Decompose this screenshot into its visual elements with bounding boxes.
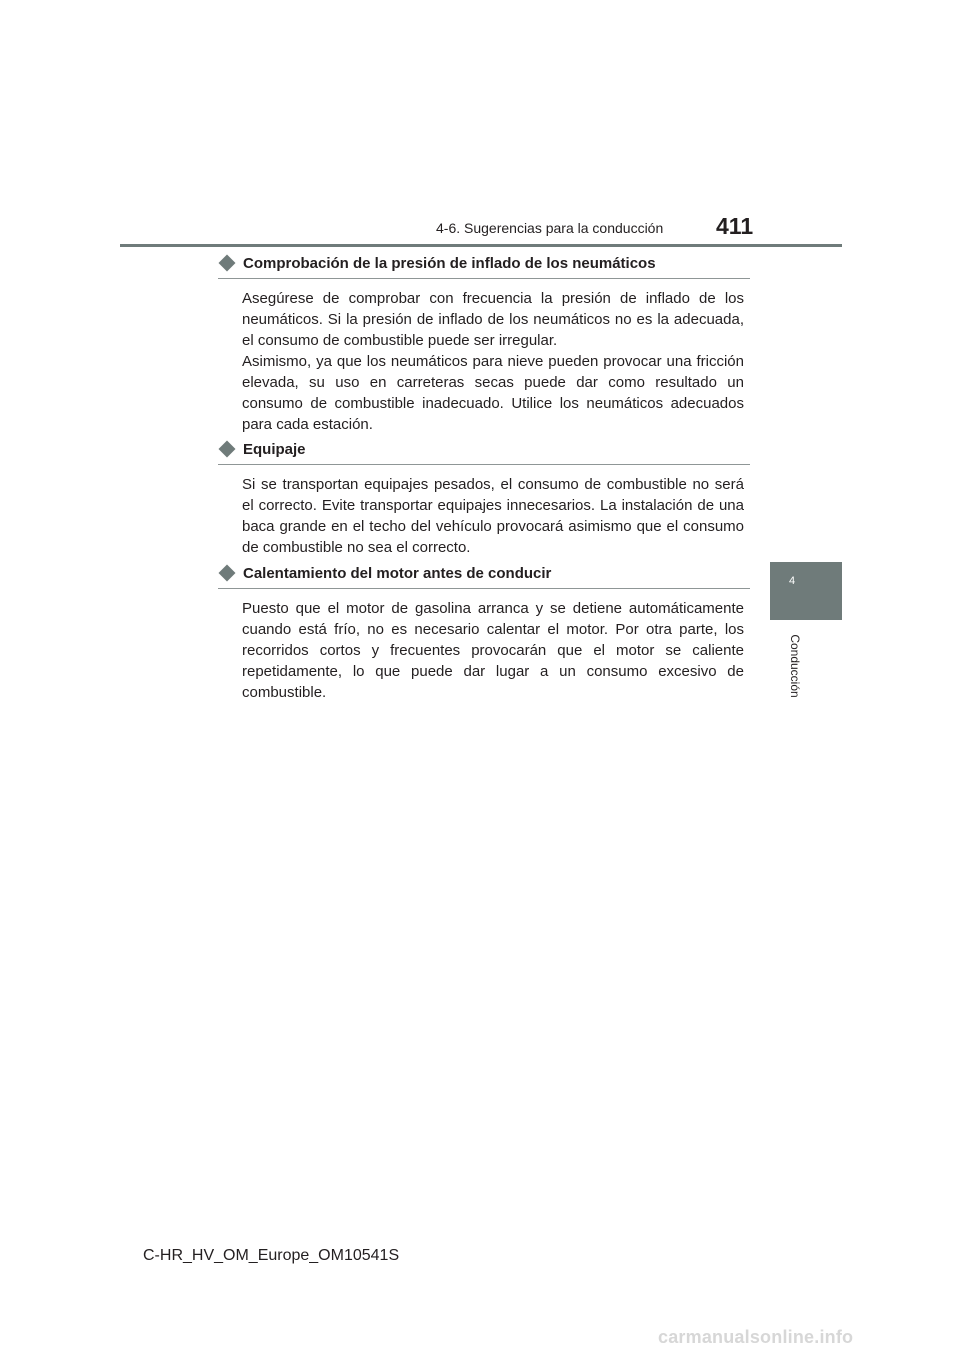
section-heading [218, 438, 750, 465]
site-watermark: carmanualsonline.info [658, 1327, 854, 1347]
diamond-bullet-icon [219, 255, 236, 272]
section-heading-text: Calentamiento del motor antes de conducir [243, 564, 552, 582]
section-heading [218, 252, 750, 279]
section-paragraph: Asegúrese de comprobar con frecuencia la presión de inflado de los neumáticos. Si la presión de inflado de los neumáticos no es la adecuada, el consumo de combustible puede ser irregular. [242, 290, 744, 349]
chapter-title-wrap [786, 628, 804, 704]
section-paragraph: Puesto que el motor de gasolina arranca y se detiene automáticamente cuando está frío, no es necesario calentar el motor. Por otra parte, los recorridos cortos y frecuentes provocarán que el motor se caliente repetidamente, lo que puede dar lugar a un consumo excesivo de combustible. [242, 600, 744, 701]
header-section-title: 4-6. Sugerencias para la conducción [436, 220, 664, 236]
diamond-bullet-icon [219, 565, 236, 582]
section-heading-text: Comprobación de la presión de inflado de los neumáticos [243, 254, 656, 272]
section-paragraph: Si se transportan equipajes pesados, el consumo de combustible no será el correcto. Evite transportar equipajes innecesarios. La instalación de una baca grande en el techo del vehículo provocará asimismo que el consumo de combustible no sea el correcto. [242, 476, 744, 556]
diamond-bullet-icon [219, 441, 236, 458]
section-heading [218, 562, 750, 589]
page-number: 411 [716, 213, 754, 239]
manual-code: C-HR_HV_OM_Europe_OM10541S [143, 1247, 400, 1264]
header-divider [120, 244, 842, 247]
section-heading-text: Equipaje [243, 440, 306, 458]
chapter-tab-block [770, 562, 842, 620]
chapter-number: 4 [789, 575, 796, 587]
section-paragraph: Asimismo, ya que los neumáticos para nieve pueden provocar una fricción elevada, su uso en carreteras secas puede dar como resultado un consumo de combustible inadecuado. Utilice los neumáticos adecuados para cada estación. [242, 353, 744, 433]
chapter-title: Conducción [788, 634, 802, 698]
section-luggage [218, 438, 750, 558]
section-engine-warmup [218, 562, 750, 703]
section-tire-pressure [218, 252, 750, 435]
